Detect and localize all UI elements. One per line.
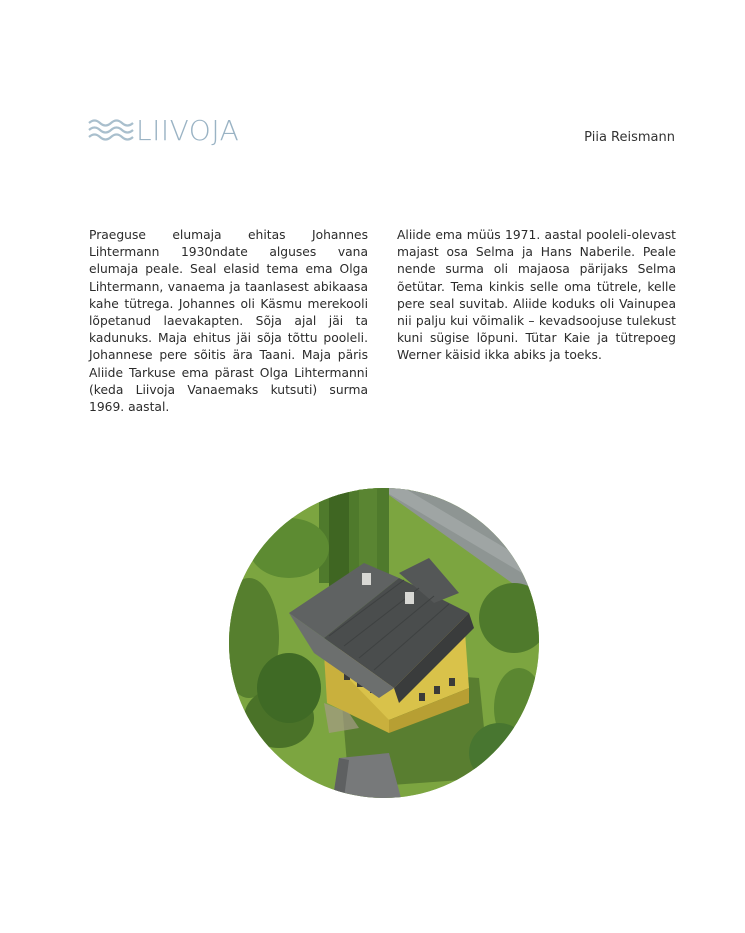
logo [88,116,239,146]
logo-text: LIIVOJA [136,114,240,147]
waves-icon [88,117,134,145]
text-column-left: Praeguse elumaja ehitas Johannes Lihtermann 1930ndate alguses vana elumaja peale. Seal elasid tema ema Olga Lihtermann, vanaema ja taanlasest abikaasa kahe tütrega. Johannes oli Käsmu merekooli lõpetanud laevakapten. Sõja ajal jäi ta kadunuks. Maja ehitus jäi sõja tõttu pooleli. Johannese pere sõitis ära Taani. Maja päris Aliide Tarkuse ema pärast Olga Lihtermanni (keda Liivoja Vanaemaks kutsuti) surma 1969. aastal. [89,228,368,415]
text-column-right: Aliide ema müüs 1971. aastal pooleli-olevast majast osa Selma ja Hans Naberile. Peale nende surma oli majaosa pärijaks Selma õetütar. Tema kinkis selle oma tütrele, kelle pere seal suvitab. Aliide koduks oli Vainupea nii palju kui võimalik – kevadsoojuse tulekust kuni sügise lõpuni. Tütar Kaie ja tütrepoeg Werner käisid ikka abiks ja toeks. [397,228,676,363]
house-photo [229,488,539,798]
author-name: Piia Reismann [584,130,675,145]
